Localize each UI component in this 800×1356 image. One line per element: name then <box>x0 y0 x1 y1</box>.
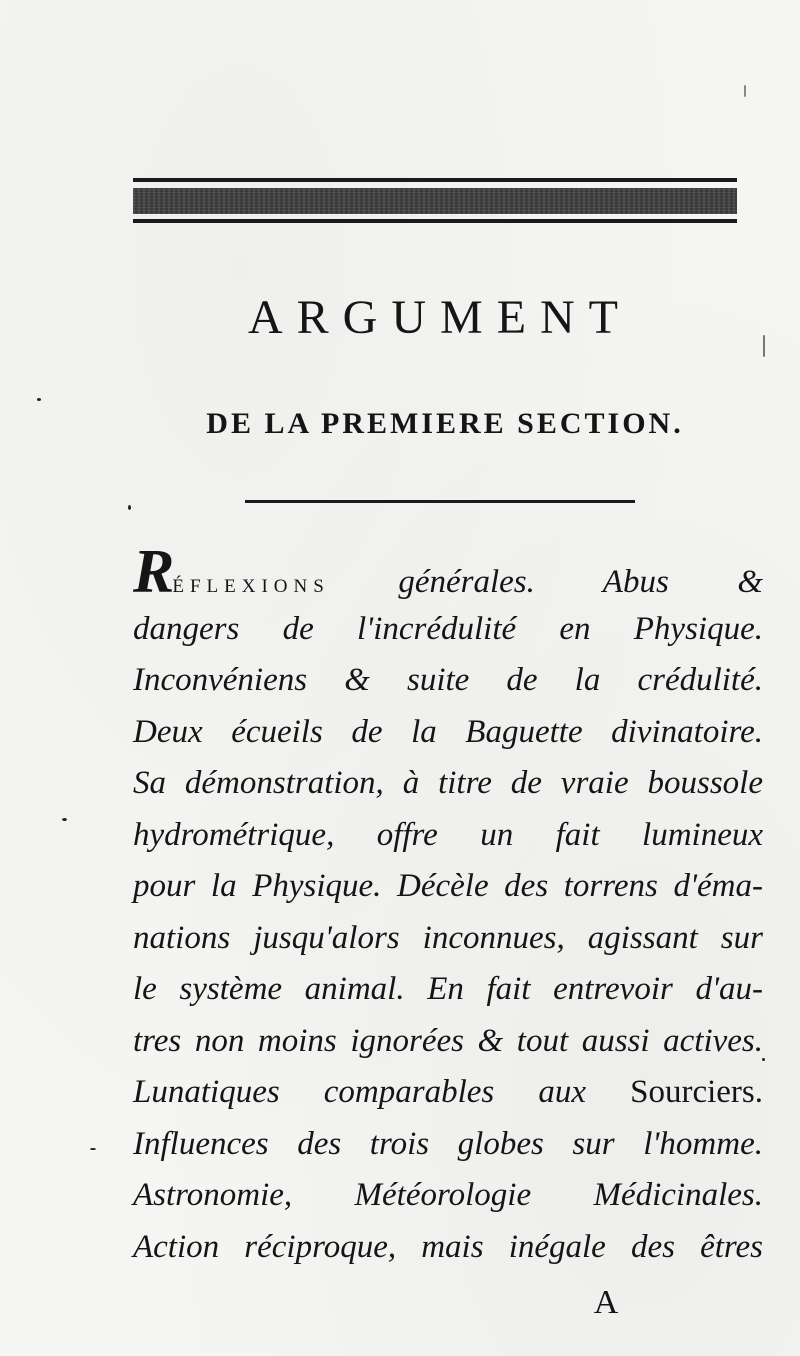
scan-speck <box>763 335 765 357</box>
scan-speck <box>762 1058 765 1061</box>
text-line-3: Inconvéniens & suite de la crédulité. <box>133 662 763 698</box>
header-rule-top <box>133 178 737 182</box>
text-line-1 <box>133 538 763 606</box>
scan-speck <box>37 398 41 401</box>
scan-speck <box>128 505 131 510</box>
text-line-13: Astronomie, Météorologie Médicinales. <box>133 1177 763 1213</box>
text-line-9: le système animal. En fait entrevoir d'au- <box>133 971 763 1007</box>
scan-speck <box>744 85 746 97</box>
text-line-5: Sa démonstration, à titre de vraie boussole <box>133 765 763 801</box>
argument-text <box>133 538 763 1273</box>
text-line-2: dangers de l'incrédulité en Physique. <box>133 610 763 647</box>
text-line-11 <box>133 1067 763 1119</box>
section-divider <box>245 500 635 503</box>
upright-word: Sourciers. <box>630 1074 763 1110</box>
text-line-10: tres non moins ignorées & tout aussi actives. <box>133 1022 763 1059</box>
text-line-4: Deux écueils de la Baguette divinatoire. <box>133 713 763 750</box>
page-title: ARGUMENT <box>248 291 632 344</box>
header-rule-bottom <box>133 219 737 223</box>
signature-mark: A <box>593 1284 619 1321</box>
drop-cap: R <box>133 538 173 606</box>
text-line-12: Influences des trois globes sur l'homme. <box>133 1125 763 1162</box>
text-line-14: Action réciproque, mais inégale des êtres <box>133 1228 763 1265</box>
text-line-8: nations jusqu'alors inconnues, agissant sur <box>133 919 763 956</box>
scan-speck <box>62 818 67 821</box>
small-caps-word: ÉFLEXIONS <box>172 576 330 597</box>
page-subtitle: DE LA PREMIERE SECTION. <box>206 407 684 440</box>
text-line-7: pour la Physique. Décèle des torrens d'éma- <box>133 868 763 904</box>
scan-speck <box>90 1148 96 1150</box>
text-line-1-rest: générales. Abus & <box>329 564 763 600</box>
text-line-11-start: Lunatiques comparables aux <box>133 1074 631 1110</box>
text-line-6: hydrométrique, offre un fait lumineux <box>133 816 763 853</box>
header-ornament-band <box>133 188 737 214</box>
